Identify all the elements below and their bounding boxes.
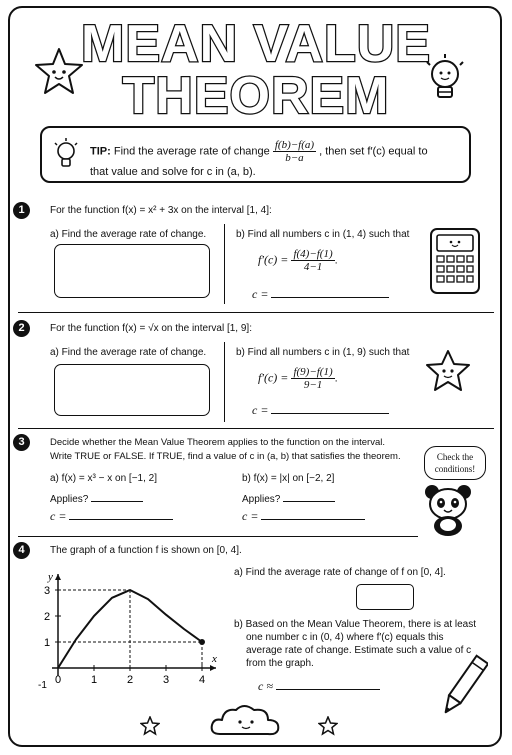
question-4b-c-label: c ≈ [258, 679, 273, 693]
question-4b-line-1: b) Based on the Mean Value Theorem, there is at least [234, 619, 476, 630]
x-tick-label: 1 [91, 674, 98, 686]
question-3b-c-label: c = [242, 509, 259, 523]
x-axis-arrow [210, 665, 216, 671]
question-3-line-2: Write TRUE or FALSE. If TRUE, find a value of c in (a, b) that satisfies the theorem. [50, 451, 401, 462]
question-4b-c-answer-line[interactable] [276, 680, 380, 690]
question-2b-eq-left: f′(c) = [258, 370, 289, 385]
y-axis-arrow [55, 574, 61, 580]
question-2b-frac-den: 9−1 [303, 379, 323, 391]
question-3b-c-row [242, 510, 365, 524]
question-3b-applies-row [242, 492, 335, 506]
question-1b-label: b) Find all numbers c in (1, 4) such that [236, 229, 410, 240]
question-1b-c-answer-line[interactable] [271, 288, 389, 298]
question-2b-label: b) Find all numbers c in (1, 9) such that [236, 347, 410, 358]
question-2b-fraction [291, 366, 334, 391]
question-2-number: 2 [13, 320, 30, 337]
pencil-icon [440, 650, 488, 722]
question-2-divider [224, 342, 225, 422]
question-1b-eq-left: f′(c) = [258, 252, 289, 267]
question-1b-c-label: c = [252, 287, 269, 301]
tip-frac-den: b−a [285, 152, 304, 164]
question-4a-answer-box[interactable] [356, 584, 414, 610]
x-tick-label: 2 [127, 674, 134, 686]
question-2-prompt: For the function f(x) = √x on the interval [1, 9]: [50, 323, 252, 334]
question-3a-c-answer-line[interactable] [69, 510, 173, 520]
question-3a-c-label: c = [50, 509, 67, 523]
question-1b-frac-num: f(4)−f(1) [293, 248, 333, 260]
y-axis-label: y [48, 571, 53, 583]
question-4b-c-row [258, 680, 380, 694]
question-3b-c-answer-line[interactable] [261, 510, 365, 520]
question-3b-function: b) f(x) = |x| on [−2, 2] [242, 473, 335, 484]
endpoint-dot [199, 639, 205, 645]
question-4a-label: a) Find the average rate of change of f on [0, 4]. [234, 567, 446, 578]
y-tick-label: 3 [44, 585, 51, 597]
tip-frac-num: f(b)−f(a) [274, 139, 315, 151]
x-tick-label: 4 [199, 674, 206, 686]
question-4-number: 4 [13, 542, 30, 559]
question-2b-c-row [252, 404, 389, 418]
panda-icon [420, 482, 476, 538]
section-divider-2 [18, 428, 494, 429]
question-2b-c-answer-line[interactable] [271, 404, 389, 414]
speech-bubble: Check the conditions! [424, 446, 486, 480]
question-3a-function: a) f(x) = x³ − x on [−1, 2] [50, 473, 157, 484]
question-4b-line-2: one number c in (0, 4) where f′(c) equals this [246, 632, 444, 643]
tip-text-before: Find the average rate of change [113, 145, 270, 158]
question-1-prompt: For the function f(x) = x² + 3x on the interval [1, 4]: [50, 205, 272, 216]
x-tick-label: 3 [163, 674, 170, 686]
question-3b-applies-label: Applies? [242, 494, 281, 505]
question-2a-answer-box[interactable] [54, 364, 210, 416]
question-1a-answer-box[interactable] [54, 244, 210, 298]
question-3a-applies-row [50, 492, 143, 506]
tip-line-2: that value and solve for c in (a, b). [90, 166, 256, 178]
question-1b-c-row [252, 288, 389, 302]
small-star-icon-right [318, 716, 338, 736]
question-4b-line-4: from the graph. [246, 658, 314, 669]
question-4b-line-3: average rate of change. Estimate such a value of c [246, 645, 472, 656]
x-axis-label: x [212, 653, 217, 665]
question-3-line-1: Decide whether the Mean Value Theorem applies to the function on the interval. [50, 437, 385, 448]
question-1b-frac-den: 4−1 [303, 261, 323, 273]
question-1a-label: a) Find the average rate of change. [50, 229, 207, 240]
question-3a-c-row [50, 510, 173, 524]
question-1b-fraction [291, 248, 334, 273]
question-2a-label: a) Find the average rate of change. [50, 347, 207, 358]
title-line-1: MEAN VALUE [81, 15, 431, 73]
section-divider-3 [18, 536, 418, 537]
calculator-icon [428, 226, 482, 296]
section-divider-1 [18, 312, 494, 313]
tip-text-after: , then set f′(c) equal to [319, 145, 428, 158]
tip-lightbulb-icon [52, 138, 80, 174]
question-2b-equation: f′(c) = $\frac{f(9)-f(1)}{9-1}$ . [258, 366, 338, 391]
y-tick-label: 1 [44, 637, 51, 649]
question-1-number: 1 [13, 202, 30, 219]
question-3b-applies-line[interactable] [283, 492, 335, 502]
y-tick-label: 2 [44, 611, 51, 623]
cloud-icon [206, 700, 286, 740]
tip-text [90, 139, 460, 181]
question-3a-applies-label: Applies? [50, 494, 89, 505]
x-tick-label: 0 [55, 674, 62, 686]
question-2b-frac-num: f(9)−f(1) [293, 366, 333, 378]
question-1-divider [224, 224, 225, 304]
tip-box [40, 126, 471, 183]
extra-tick-label: -1 [38, 680, 47, 690]
function-graph [30, 560, 230, 690]
small-star-icon-left [140, 716, 160, 736]
tip-label: TIP: [90, 145, 111, 158]
question-3a-applies-line[interactable] [91, 492, 143, 502]
question-3-number: 3 [13, 434, 30, 451]
question-1b-equation: f′(c) = $\frac{f(4)-f(1)}{4-1}$ . [258, 248, 338, 273]
question-4-prompt: The graph of a function f is shown on [0, 4]. [50, 545, 242, 556]
question-2b-c-label: c = [252, 403, 269, 417]
title-line-2: THEOREM [122, 67, 390, 125]
tip-fraction [273, 139, 316, 164]
star-smile-icon-2 [424, 348, 472, 394]
